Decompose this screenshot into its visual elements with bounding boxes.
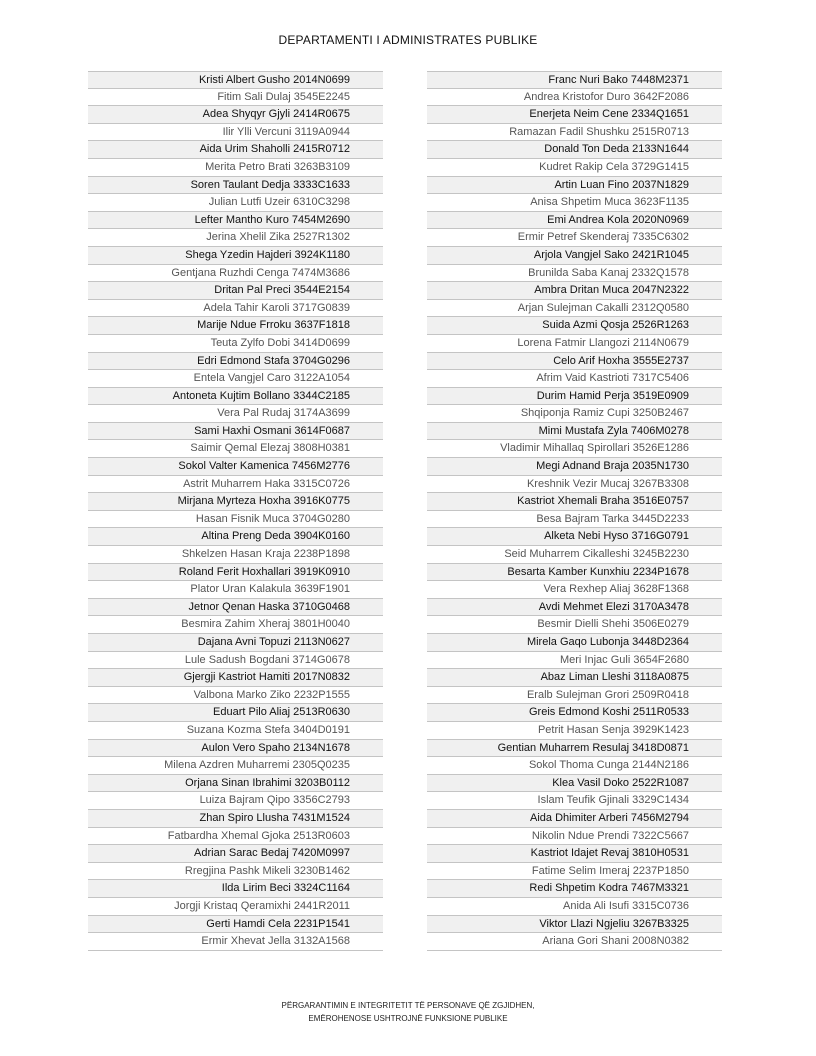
footer-line-1: PËRGARANTIMIN E INTEGRITETIT TË PERSONAVE QË ZGJIDHEN, bbox=[281, 1001, 535, 1010]
page-title: DEPARTAMENTI I ADMINISTRATES PUBLIKE bbox=[278, 33, 538, 47]
list-item: Vera Pal Rudaj 3174A3699 bbox=[88, 405, 383, 423]
list-item: Ermir Petref Skenderaj 7335C6302 bbox=[427, 229, 722, 247]
list-item: Merita Petro Brati 3263B3109 bbox=[88, 159, 383, 177]
list-item: Viktor Llazi Ngjeliu 3267B3325 bbox=[427, 916, 722, 934]
list-item: Saimir Qemal Elezaj 3808H0381 bbox=[88, 440, 383, 458]
list-item: Suida Azmi Qosja 2526R1263 bbox=[427, 317, 722, 335]
list-item: Teuta Zylfo Dobi 3414D0699 bbox=[88, 335, 383, 353]
list-item: Durim Hamid Perja 3519E0909 bbox=[427, 388, 722, 406]
list-item: Sami Haxhi Osmani 3614F0687 bbox=[88, 423, 383, 441]
list-item: Brunilda Saba Kanaj 2332Q1578 bbox=[427, 265, 722, 283]
list-item: Fatime Selim Imeraj 2237P1850 bbox=[427, 863, 722, 881]
list-item: Besa Bajram Tarka 3445D2233 bbox=[427, 511, 722, 529]
list-item: Aulon Vero Spaho 2134N1678 bbox=[88, 740, 383, 758]
list-item: Arjola Vangjel Sako 2421R1045 bbox=[427, 247, 722, 265]
list-item: Emi Andrea Kola 2020N0969 bbox=[427, 212, 722, 230]
list-item: Edri Edmond Stafa 3704G0296 bbox=[88, 353, 383, 371]
list-item: Celo Arif Hoxha 3555E2737 bbox=[427, 353, 722, 371]
list-item: Sokol Valter Kamenica 7456M2776 bbox=[88, 458, 383, 476]
list-item: Rregjina Pashk Mikeli 3230B1462 bbox=[88, 863, 383, 881]
page-footer bbox=[0, 999, 816, 1025]
list-item: Ilda Lirim Beci 3324C1164 bbox=[88, 880, 383, 898]
list-item: Abaz Liman Lleshi 3118A0875 bbox=[427, 669, 722, 687]
list-item: Fatbardha Xhemal Gjoka 2513R0603 bbox=[88, 828, 383, 846]
list-item: Eralb Sulejman Grori 2509R0418 bbox=[427, 687, 722, 705]
list-item: Hasan Fisnik Muca 3704G0280 bbox=[88, 511, 383, 529]
list-item: Adrian Sarac Bedaj 7420M0997 bbox=[88, 845, 383, 863]
list-item: Besmir Dielli Shehi 3506E0279 bbox=[427, 616, 722, 634]
list-item: Redi Shpetim Kodra 7467M3321 bbox=[427, 880, 722, 898]
list-item: Shqiponja Ramiz Cupi 3250B2467 bbox=[427, 405, 722, 423]
list-item: Mirjana Myrteza Hoxha 3916K0775 bbox=[88, 493, 383, 511]
list-item: Mimi Mustafa Zyla 7406M0278 bbox=[427, 423, 722, 441]
list-item: Franc Nuri Bako 7448M2371 bbox=[427, 71, 722, 89]
list-item: Kastriot Xhemali Braha 3516E0757 bbox=[427, 493, 722, 511]
list-item: Fitim Sali Dulaj 3545E2245 bbox=[88, 89, 383, 107]
list-item: Ilir Ylli Vercuni 3119A0944 bbox=[88, 124, 383, 142]
list-item: Aida Urim Shaholli 2415R0712 bbox=[88, 141, 383, 159]
list-item: Klea Vasil Doko 2522R1087 bbox=[427, 775, 722, 793]
list-item: Lule Sadush Bogdani 3714G0678 bbox=[88, 652, 383, 670]
list-item: Dritan Pal Preci 3544E2154 bbox=[88, 282, 383, 300]
list-item: Lefter Mantho Kuro 7454M2690 bbox=[88, 212, 383, 230]
left-name-list bbox=[88, 71, 383, 951]
list-item: Nikolin Ndue Prendi 7322C5667 bbox=[427, 828, 722, 846]
list-item: Gjergji Kastriot Hamiti 2017N0832 bbox=[88, 669, 383, 687]
list-item: Avdi Mehmet Elezi 3170A3478 bbox=[427, 599, 722, 617]
list-item: Adea Shyqyr Gjyli 2414R0675 bbox=[88, 106, 383, 124]
list-item: Aida Dhimiter Arberi 7456M2794 bbox=[427, 810, 722, 828]
list-item: Anisa Shpetim Muca 3623F1135 bbox=[427, 194, 722, 212]
list-item: Luiza Bajram Qipo 3356C2793 bbox=[88, 792, 383, 810]
list-item: Donald Ton Deda 2133N1644 bbox=[427, 141, 722, 159]
list-item: Jetnor Qenan Haska 3710G0468 bbox=[88, 599, 383, 617]
list-item: Andrea Kristofor Duro 3642F2086 bbox=[427, 89, 722, 107]
list-item: Vera Rexhep Aliaj 3628F1368 bbox=[427, 581, 722, 599]
list-item: Afrim Vaid Kastrioti 7317C5406 bbox=[427, 370, 722, 388]
list-item: Orjana Sinan Ibrahimi 3203B0112 bbox=[88, 775, 383, 793]
list-item: Eduart Pilo Aliaj 2513R0630 bbox=[88, 704, 383, 722]
list-item: Valbona Marko Ziko 2232P1555 bbox=[88, 687, 383, 705]
list-item: Lorena Fatmir Llangozi 2114N0679 bbox=[427, 335, 722, 353]
list-item: Shkelzen Hasan Kraja 2238P1898 bbox=[88, 546, 383, 564]
list-item: Ermir Xhevat Jella 3132A1568 bbox=[88, 933, 383, 951]
list-item: Alketa Nebi Hyso 3716G0791 bbox=[427, 528, 722, 546]
list-item: Sokol Thoma Cunga 2144N2186 bbox=[427, 757, 722, 775]
list-item: Shega Yzedin Hajderi 3924K1180 bbox=[88, 247, 383, 265]
right-name-list bbox=[427, 71, 722, 951]
list-item: Milena Azdren Muharremi 2305Q0235 bbox=[88, 757, 383, 775]
list-item: Jerina Xhelil Zika 2527R1302 bbox=[88, 229, 383, 247]
list-item: Ariana Gori Shani 2008N0382 bbox=[427, 933, 722, 951]
list-item: Adela Tahir Karoli 3717G0839 bbox=[88, 300, 383, 318]
list-item: Antoneta Kujtim Bollano 3344C2185 bbox=[88, 388, 383, 406]
list-item: Gentjana Ruzhdi Cenga 7474M3686 bbox=[88, 265, 383, 283]
list-item: Meri Injac Guli 3654F2680 bbox=[427, 652, 722, 670]
list-item: Mirela Gaqo Lubonja 3448D2364 bbox=[427, 634, 722, 652]
list-item: Kastriot Idajet Revaj 3810H0531 bbox=[427, 845, 722, 863]
list-item: Enerjeta Neim Cene 2334Q1651 bbox=[427, 106, 722, 124]
list-item: Jorgji Kristaq Qeramixhi 2441R2011 bbox=[88, 898, 383, 916]
list-item: Ambra Dritan Muca 2047N2322 bbox=[427, 282, 722, 300]
list-item: Kristi Albert Gusho 2014N0699 bbox=[88, 71, 383, 89]
list-item: Megi Adnand Braja 2035N1730 bbox=[427, 458, 722, 476]
list-item: Altina Preng Deda 3904K0160 bbox=[88, 528, 383, 546]
list-item: Besmira Zahim Xheraj 3801H0040 bbox=[88, 616, 383, 634]
list-item: Vladimir Mihallaq Spirollari 3526E1286 bbox=[427, 440, 722, 458]
list-item: Greis Edmond Koshi 2511R0533 bbox=[427, 704, 722, 722]
list-item: Seid Muharrem Cikalleshi 3245B2230 bbox=[427, 546, 722, 564]
list-item: Ramazan Fadil Shushku 2515R0713 bbox=[427, 124, 722, 142]
list-item: Kreshnik Vezir Mucaj 3267B3308 bbox=[427, 476, 722, 494]
list-item: Arjan Sulejman Cakalli 2312Q0580 bbox=[427, 300, 722, 318]
list-item: Anida Ali Isufi 3315C0736 bbox=[427, 898, 722, 916]
list-item: Julian Lutfi Uzeir 6310C3298 bbox=[88, 194, 383, 212]
list-item: Petrit Hasan Senja 3929K1423 bbox=[427, 722, 722, 740]
list-item: Artin Luan Fino 2037N1829 bbox=[427, 177, 722, 195]
list-item: Entela Vangjel Caro 3122A1054 bbox=[88, 370, 383, 388]
list-item: Astrit Muharrem Haka 3315C0726 bbox=[88, 476, 383, 494]
list-item: Gerti Hamdi Cela 2231P1541 bbox=[88, 916, 383, 934]
list-item: Roland Ferit Hoxhallari 3919K0910 bbox=[88, 564, 383, 582]
list-item: Gentian Muharrem Resulaj 3418D0871 bbox=[427, 740, 722, 758]
list-item: Besarta Kamber Kunxhiu 2234P1678 bbox=[427, 564, 722, 582]
list-item: Islam Teufik Gjinali 3329C1434 bbox=[427, 792, 722, 810]
list-item: Marije Ndue Frroku 3637F1818 bbox=[88, 317, 383, 335]
list-item: Soren Taulant Dedja 3333C1633 bbox=[88, 177, 383, 195]
list-item: Suzana Kozma Stefa 3404D0191 bbox=[88, 722, 383, 740]
list-item: Zhan Spiro Llusha 7431M1524 bbox=[88, 810, 383, 828]
list-item: Plator Uran Kalakula 3639F1901 bbox=[88, 581, 383, 599]
footer-line-2: EMËROHENOSE USHTROJNË FUNKSIONE PUBLIKE bbox=[308, 1014, 508, 1023]
list-item: Kudret Rakip Cela 3729G1415 bbox=[427, 159, 722, 177]
list-item: Dajana Avni Topuzi 2113N0627 bbox=[88, 634, 383, 652]
